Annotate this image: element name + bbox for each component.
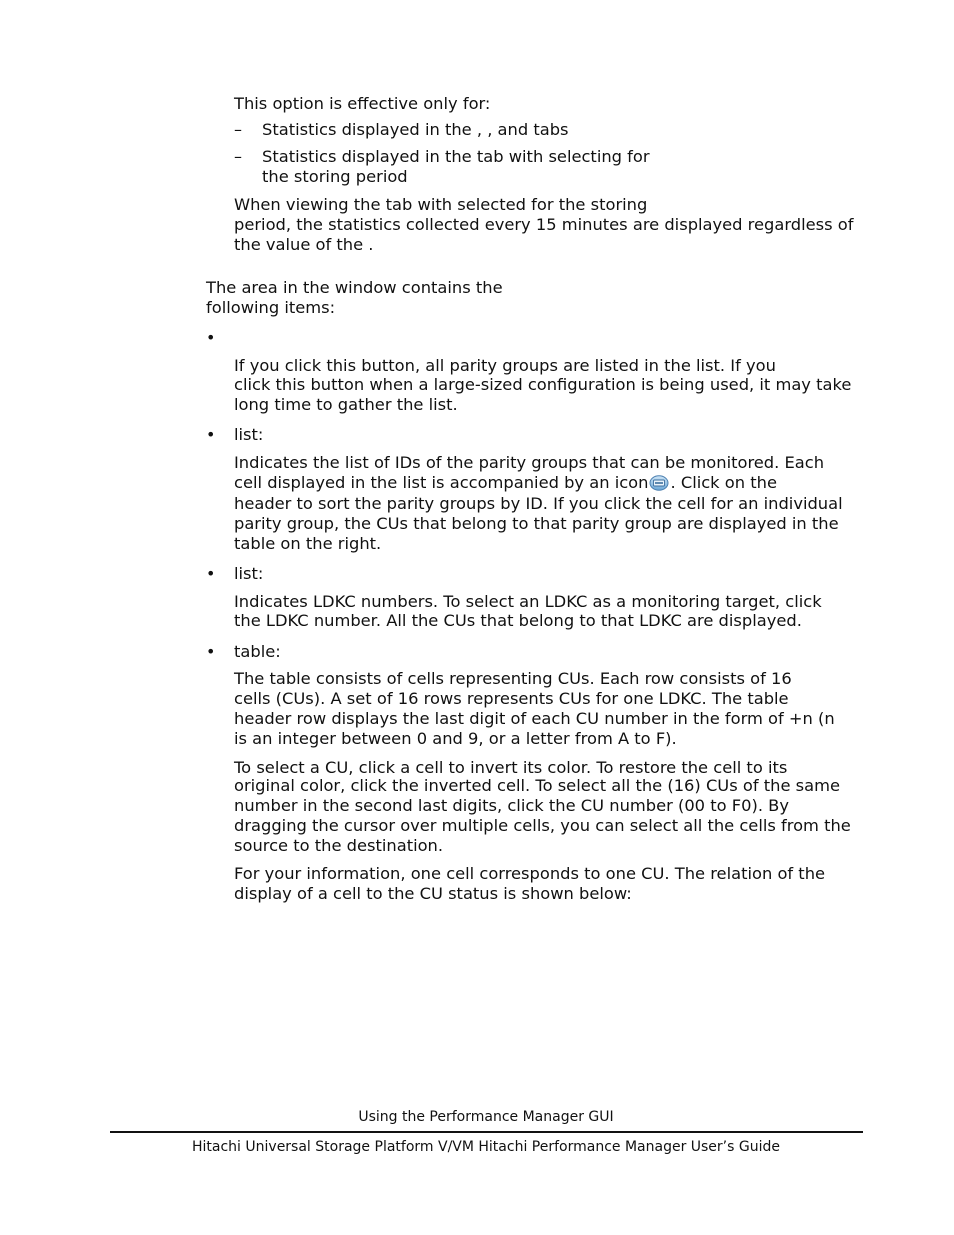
footer-section-title: Using the Performance Manager GUI [358,1109,614,1125]
footer-divider [110,1131,863,1133]
option-intro: This option is effective only for: [234,94,491,113]
option-para-line2: period, the statistics collected every 15 minutes are displayed regardless of [234,215,854,234]
bullet-4-para2-line3: number in the second last digits, click the CU number (00 to F0). By [234,796,789,815]
bullet-4-para1-line4: is an integer between 0 and 9, or a letter from A to F). [234,729,677,748]
list-dash: – [234,120,242,139]
bullet-marker: • [206,328,216,347]
bullet-1-desc-line3: long time to gather the list. [234,395,458,414]
area-intro-line2: following items: [206,298,336,317]
bullet-2-desc-line4: parity group, the CUs that belong to that parity group are displayed in the [234,514,839,533]
bullet-2-desc-line2-text: cell displayed in the list is accompanied by an icon [234,473,649,492]
bullet-4-para2-line2: original color, click the inverted cell. To select all the (16) CUs of the same [234,776,840,795]
bullet-2-desc-line3: header to sort the parity groups by ID. If you click the cell for an individual [234,494,843,513]
bullet-4-para1-line1: The table consists of cells representing CUs. Each row consists of 16 [234,669,792,688]
bullet-4-para1-line2: cells (CUs). A set of 16 rows represents CUs for one LDKC. The table [234,689,789,708]
bullet-1-desc-line1: If you click this button, all parity groups are listed in the list. If you [234,356,776,375]
bullet-3-desc-line1: Indicates LDKC numbers. To select an LDKC as a monitoring target, click [234,592,822,611]
bullet-marker: • [206,642,216,661]
footer-guide-title: Hitachi Universal Storage Platform V/VM Hitachi Performance Manager User’s Guide [192,1139,780,1155]
parity-group-icon [649,475,669,491]
list-dash: – [234,147,242,166]
bullet-marker: • [206,564,216,583]
option-item-2-line2: the storing period [262,167,408,186]
bullet-3-desc-line2: the LDKC number. All the CUs that belong to that LDKC are displayed. [234,611,802,630]
bullet-2-desc-line2-rest: . Click on the [670,473,777,492]
option-para-line3: the value of the . [234,235,374,254]
bullet-1-desc-line2: click this button when a large-sized configuration is being used, it may take [234,375,852,394]
bullet-4-para1-line3: header row displays the last digit of each CU number in the form of +n (n [234,709,835,728]
bullet-4-para2-line1: To select a CU, click a cell to invert its color. To restore the cell to its [234,758,788,777]
bullet-2-desc-line2 [234,473,777,493]
bullet-4-para3-line1: For your information, one cell corresponds to one CU. The relation of the [234,864,826,883]
bullet-4-para3-line2: display of a cell to the CU status is shown below: [234,884,632,903]
bullet-4-para2-line5: source to the destination. [234,836,444,855]
option-item-2-line1: Statistics displayed in the tab with selecting for [262,147,650,166]
option-item-1: Statistics displayed in the , , and tabs [262,120,569,139]
area-intro-line1: The area in the window contains the [206,278,503,297]
bullet-4-para2-line4: dragging the cursor over multiple cells, you can select all the cells from the [234,816,851,835]
option-para-line1: When viewing the tab with selected for the storing [234,195,648,214]
bullet-4-title: table: [234,642,281,661]
bullet-2-desc-line5: table on the right. [234,534,382,553]
bullet-3-title: list: [234,564,264,583]
bullet-marker: • [206,425,216,444]
bullet-2-title: list: [234,425,264,444]
bullet-2-desc-line1: Indicates the list of IDs of the parity groups that can be monitored. Each [234,453,825,472]
